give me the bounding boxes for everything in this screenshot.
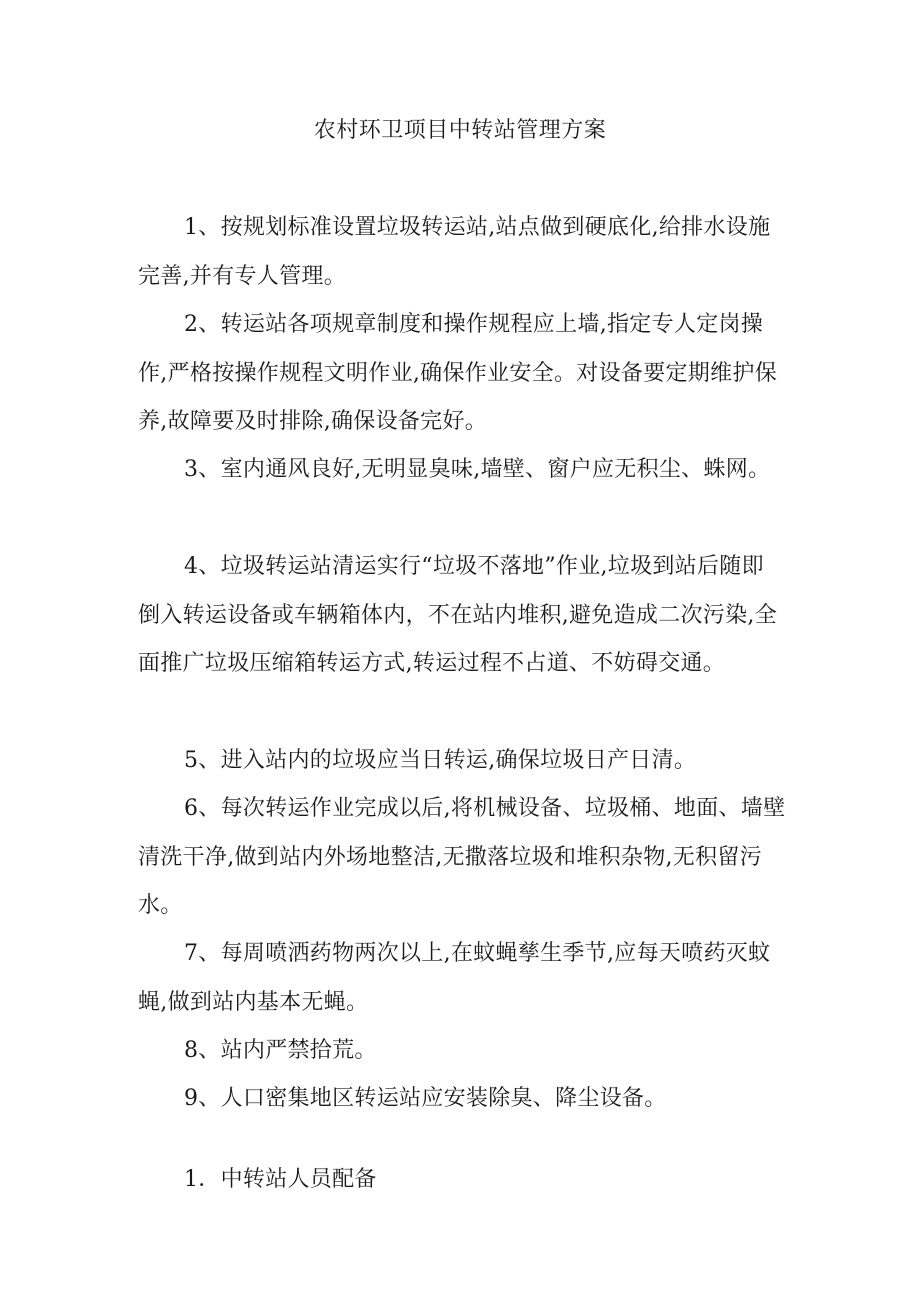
paragraph-2: 2、转运站各项规章制度和操作规程应上墙,指定专人定岗操作,严格按操作规程文明作业,确保作业安全。对设备要定期维护保养,故障要及时排除,确保设备完好。 [138, 312, 777, 434]
paragraph-1: 1、按规划标准设置垃圾转运站,站点做到硬底化,给排水设施完善,并有专人管理。 [138, 215, 771, 289]
section-heading: 1．中转站人员配备 [184, 1167, 377, 1192]
paragraph-9: 9、人口密集地区转运站应安装除臭、降尘设备。 [184, 1086, 667, 1111]
paragraph-3: 3、室内通风良好,无明显臭味,墙壁、窗户应无积尘、蛛网。 [184, 457, 771, 482]
paragraph-4: 4、垃圾转运站清运实行“垃圾不落地”作业,垃圾到站后随即倒入转运设备或车辆箱体内，不在站内堆积,避免造成二次污染,全面推广垃圾压缩箱转运方式,转运过程不占道、不妨碍交通。 [138, 554, 777, 676]
paragraph-6: 6、每次转运作业完成以后,将机械设备、垃圾桶、地面、墙壁清洗干净,做到站内外场地整洁,无撒落垃圾和堆积杂物,无积留污水。 [138, 796, 786, 918]
paragraph-8: 8、站内严禁拾荒。 [184, 1038, 377, 1063]
document-title: 农村环卫项目中转站管理方案 [313, 118, 607, 143]
paragraph-5: 5、进入站内的垃圾应当日转运,确保垃圾日产日清。 [184, 748, 697, 773]
paragraph-7: 7、每周喷洒药物两次以上,在蚊蝇孳生季节,应每天喷药灭蚊蝇,做到站内基本无蝇。 [138, 941, 771, 1015]
